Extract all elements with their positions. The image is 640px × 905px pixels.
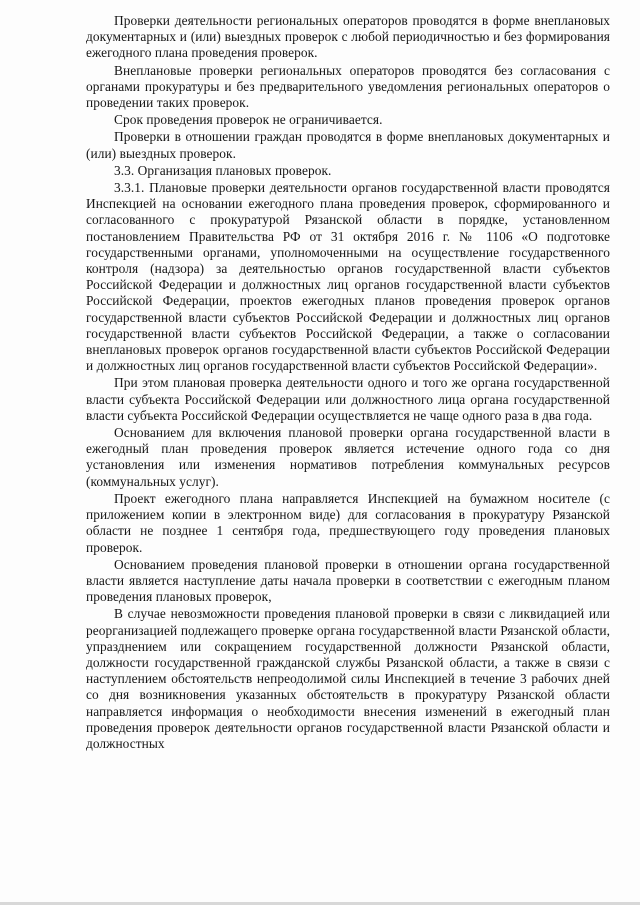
- document-body: [86, 13, 610, 753]
- paragraph-frequency-limit: При этом плановая проверка деятельности одного и того же органа государственной власти субъекта Российской Федерации или должностного лица органа государственной власти субъекта Российской Федерации осуществляется не чаще одного раза в два года.: [86, 375, 610, 423]
- paragraph-operators-inspection-form: Проверки деятельности региональных операторов проводятся в форме внеплановых документарных и (или) выездных проверок с любой периодичностью и без формирования ежегодного плана проведения проверок.: [86, 13, 610, 61]
- paragraph-inclusion-grounds: Основанием для включения плановой проверки органа государственной власти в ежегодный план проведения проверок является истечение одного года со дня установления или изменения нормативов потребления коммунальных ресурсов (коммунальных услуг).: [86, 425, 610, 489]
- paragraph-citizens-inspections: Проверки в отношении граждан проводятся в форме внеплановых документарных и (или) выездных проверок.: [86, 129, 610, 161]
- paragraph-3-3-1-scheduled-inspections: 3.3.1. Плановые проверки деятельности органов государственной власти проводятся Инспекцией на основании ежегодного плана проведения проверок, сформированного и согласованного с прокуратурой Рязанской области в порядке, установленном постановлением Правительства РФ от 31 октября 2016 г. № 1106 «О подготовке государственными органами, уполномоченными на осуществление государственного контроля (надзора) за деятельностью органов государственной власти субъектов Российской Федерации и должностных лиц органов государственной власти субъектов Российской Федерации, проектов ежегодных планов проведения проверок органов государственной власти субъектов Российской Федерации и должностных лиц органов государственной власти субъектов Российской Федерации, а также о согласовании внеплановых проверок органов государственной власти субъектов Российской Федерации и должностных лиц органов государственной власти субъектов Российской Федерации».: [86, 180, 610, 374]
- section-heading-3-3: 3.3. Организация плановых проверок.: [114, 162, 332, 178]
- paragraph-unscheduled-without-approval: Внеплановые проверки региональных операторов проводятся без согласования с органами прокуратуры и без предварительного уведомления региональных операторов о проведении таких проверок.: [86, 62, 610, 111]
- paragraph-impossibility-case: В случае невозможности проведения плановой проверки в связи с ликвидацией или реорганизацией подлежащего проверке органа государственной власти Рязанской области, упразднением или сокращением государственной должности Рязанской области, должности государственной гражданской службы Рязанской области, а также в связи с наступлением обстоятельств непреодолимой силы Инспекцией в течение 3 рабочих дней со дня возникновения указанных обстоятельств в прокуратуру Рязанской области направляется информация о необходимости внесения изменений в ежегодный план проведения проверок деятельности органов государственной власти Рязанской области и должностных: [86, 606, 610, 751]
- paragraph-duration-unlimited: Срок проведения проверок не ограничивается.: [114, 112, 383, 128]
- paragraph-plan-submission: Проект ежегодного плана направляется Инспекцией на бумажном носителе (с приложением копии в электронном виде) для согласования в прокуратуру Рязанской области не позднее 1 сентября года, предшествующего году проведения плановых проверок.: [86, 490, 610, 555]
- paragraph-inspection-basis: Основанием проведения плановой проверки в отношении органа государственной власти является наступление даты начала проверки в соответствии с ежегодным планом проведения плановых проверок,: [86, 556, 610, 605]
